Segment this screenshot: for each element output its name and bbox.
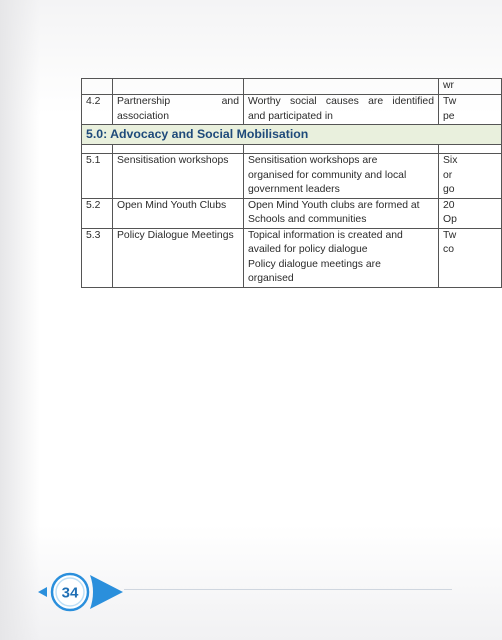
section-title: 5.0: Advocacy and Social Mobilisation xyxy=(82,125,502,145)
activity-cell: Sensitisation workshops xyxy=(113,154,244,199)
left-arrow-icon xyxy=(38,587,47,597)
row-number-cell: 4.2 xyxy=(82,95,113,125)
activity-cell: Open Mind Youth Clubs xyxy=(113,198,244,228)
target-cell xyxy=(439,198,502,228)
target-cell xyxy=(439,228,502,287)
right-arrow-icon xyxy=(90,575,123,609)
page-number: 34 xyxy=(61,584,79,602)
activity-word: association xyxy=(117,110,169,122)
description-line: Schools and communities xyxy=(248,214,367,225)
target-line: Op xyxy=(443,214,457,225)
row-number-cell xyxy=(82,79,113,95)
row-number-cell: 5.1 xyxy=(82,154,113,199)
description-cell xyxy=(244,228,439,287)
description-line: Open Mind Youth clubs are formed at xyxy=(248,199,420,211)
description-line: organised xyxy=(248,273,294,284)
section-header-row xyxy=(82,125,502,145)
target-cell: wr xyxy=(439,79,502,95)
target-line: or xyxy=(443,169,453,181)
row-number-cell: 5.3 xyxy=(82,228,113,287)
activity-cell xyxy=(113,79,244,95)
page-number-badge xyxy=(38,572,124,612)
description-line: and participated in xyxy=(248,110,333,122)
table-row xyxy=(82,198,502,228)
description-cell xyxy=(244,79,439,95)
target-line: Six xyxy=(443,155,458,166)
description-line: availed for policy dialogue xyxy=(248,244,368,255)
table-row xyxy=(82,154,502,199)
target-line: 20 xyxy=(443,199,455,211)
description-line: Sensitisation workshops are xyxy=(248,155,378,166)
target-cell xyxy=(439,95,502,125)
activity-cell: Policy Dialogue Meetings xyxy=(113,228,244,287)
activities-table xyxy=(81,78,502,288)
description-cell xyxy=(244,198,439,228)
description-line: government leaders xyxy=(248,184,340,195)
description-line: organised for community and local xyxy=(248,169,407,181)
activity-word: Partnership xyxy=(117,96,171,107)
description-line: Policy dialogue meetings are xyxy=(248,258,381,270)
table-row xyxy=(82,79,502,95)
row-number-cell: 5.2 xyxy=(82,198,113,228)
target-line: co xyxy=(443,244,454,255)
activity-cell xyxy=(113,95,244,125)
page-edge-shadow xyxy=(0,0,40,640)
table-row xyxy=(82,228,502,287)
target-line: pe xyxy=(443,110,455,122)
footer-rule xyxy=(124,589,452,590)
spacer-row xyxy=(82,145,502,154)
target-line: go xyxy=(443,184,455,195)
target-cell xyxy=(439,154,502,199)
description-cell xyxy=(244,95,439,125)
description-line: Topical information is created and xyxy=(248,229,403,241)
activity-word: and xyxy=(221,96,239,107)
description-cell xyxy=(244,154,439,199)
target-line: Tw xyxy=(443,229,457,241)
description-line: Worthy social causes are identified xyxy=(248,96,434,107)
table-row xyxy=(82,95,502,125)
target-line: Tw xyxy=(443,96,457,107)
